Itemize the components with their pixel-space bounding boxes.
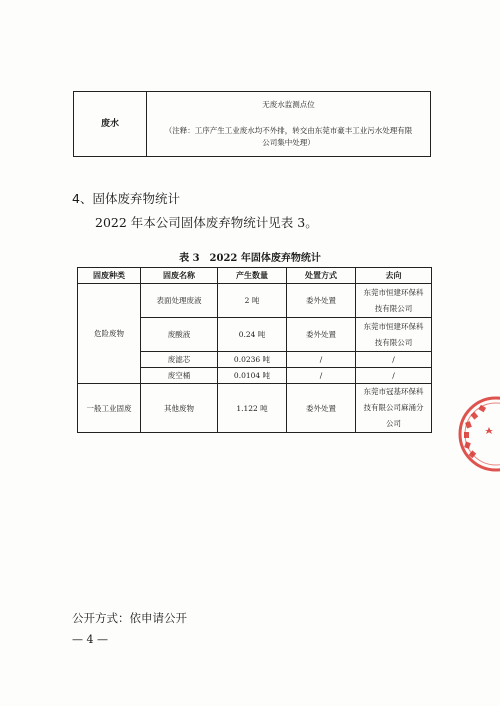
- wastewater-note-line2: 公司集中处理）: [262, 138, 315, 147]
- column-header-destination: 去向: [356, 268, 432, 284]
- destination-line: 东莞市恒建环保科: [363, 321, 424, 331]
- table-header-row: [78, 268, 432, 284]
- column-header-category: 固废种类: [78, 268, 141, 284]
- destination-line: 东莞市恒建环保科: [363, 287, 424, 297]
- waste-method-cell: /: [287, 368, 356, 384]
- destination-line: 公司: [386, 419, 401, 428]
- waste-method-cell: 委外处置: [287, 318, 356, 352]
- wastewater-table: [73, 91, 431, 157]
- waste-quantity-cell: 0.0104 吨: [218, 368, 287, 384]
- wastewater-note-line1: （注释：工序产生工业废水均不外排，转交由东莞市豪丰工业污水处理有限: [164, 126, 413, 135]
- section-heading: 4、固体废弃物统计: [72, 191, 180, 206]
- table-caption: 表 3 2022 年固体废弃物统计: [179, 253, 321, 264]
- waste-quantity-cell: 2 吨: [218, 284, 287, 318]
- column-header-method: 处置方式: [287, 268, 356, 284]
- waste-destination-cell: [356, 318, 432, 352]
- waste-destination-cell: /: [356, 368, 432, 384]
- destination-line: 技有限公司: [374, 337, 413, 347]
- company-seal-icon: [456, 394, 500, 474]
- waste-quantity-cell: 0.0236 吨: [218, 352, 287, 368]
- waste-quantity-cell: 0.24 吨: [218, 318, 287, 352]
- waste-destination-cell: [356, 384, 432, 433]
- waste-method-cell: 委外处置: [287, 384, 356, 433]
- column-header-quantity: 产生数量: [218, 268, 287, 284]
- waste-method-cell: /: [287, 352, 356, 368]
- waste-name-cell: 废滤芯: [141, 352, 218, 368]
- table-row: [78, 284, 432, 318]
- waste-name-cell: 废空桶: [141, 368, 218, 384]
- group-hazardous-cell: 危险废物: [78, 284, 141, 384]
- table-row: [74, 92, 431, 157]
- solid-waste-table: [77, 267, 432, 433]
- publication-method: 公开方式：依申请公开: [72, 611, 187, 625]
- column-header-name: 固废名称: [141, 268, 218, 284]
- waste-name-cell: 废酸液: [141, 318, 218, 352]
- waste-destination-cell: /: [356, 352, 432, 368]
- page-number: — 4 —: [72, 633, 108, 646]
- waste-name-cell: 其他废物: [141, 384, 218, 433]
- waste-destination-cell: [356, 284, 432, 318]
- wastewater-category-cell: 废水: [74, 92, 147, 157]
- wastewater-detail-cell: [147, 92, 431, 157]
- destination-line: 技有限公司麻涌分: [363, 403, 424, 412]
- no-monitoring-point-text: 无废水监测点位: [262, 100, 315, 109]
- destination-line: 技有限公司: [374, 303, 413, 313]
- waste-quantity-cell: 1.122 吨: [218, 384, 287, 433]
- section-intro: 2022 年本公司固体废弃物统计见表 3。: [95, 215, 318, 230]
- waste-method-cell: 委外处置: [287, 284, 356, 318]
- waste-name-cell: 表面处理废液: [141, 284, 218, 318]
- group-general-cell: 一般工业固废: [78, 384, 141, 433]
- table-row: [78, 384, 432, 433]
- destination-line: 东莞市冠基环保科: [363, 387, 424, 396]
